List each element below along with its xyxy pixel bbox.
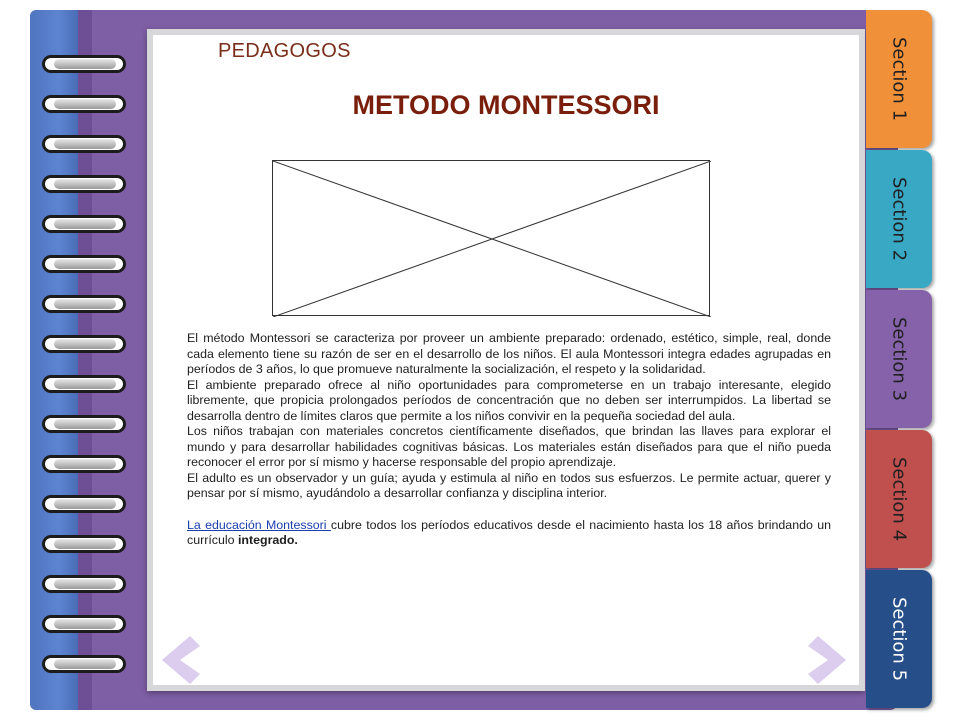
spiral-ring <box>40 292 130 316</box>
closing-text: cubre todos los períodos educativos desde el nacimiento hasta los 18 años brindando un currículo <box>187 517 831 547</box>
page-title: METODO MONTESSORI <box>352 90 660 120</box>
paragraph: El método Montessori se caracteriza por proveer un ambiente preparado: ordenado, estético, simple, real, donde cada elemento tiene su razón de ser en el desarrollo de los niños. El aula Montessori integra edades agrupadas en períodos de 3 años, lo que promueve naturalmente la socialización, el respeto y la solidaridad. <box>187 331 831 376</box>
tab-section-5-label: Section 5 <box>888 596 910 682</box>
spiral-ring <box>40 172 130 196</box>
spiral-ring <box>40 412 130 436</box>
tab-section-3[interactable] <box>866 290 932 428</box>
tab-section-4-label: Section 4 <box>888 456 910 542</box>
tab-section-5[interactable] <box>866 570 932 708</box>
chevron-right-icon[interactable] <box>800 632 856 688</box>
spiral-ring <box>40 372 130 396</box>
tab-section-2-label: Section 2 <box>888 176 910 262</box>
spiral-ring <box>40 132 130 156</box>
spiral-ring <box>40 652 130 676</box>
spiral-ring <box>40 532 130 556</box>
tab-section-2[interactable] <box>866 150 932 288</box>
closing-paragraph <box>187 518 831 549</box>
page-category-label: PEDAGOGOS <box>218 40 351 62</box>
spiral-ring <box>40 92 130 116</box>
paragraph: Los niños trabajan con materiales concretos científicamente diseñados, que brindan las llaves para explorar el mundo y para desarrollar habilidades cognitivas básicas. Los materiales están diseñados para que el niño pueda reconocer el error por sí mismo y hacerse responsable del propio aprendizaje. <box>187 424 831 469</box>
closing-bold-text: integrado. <box>237 533 298 547</box>
image-placeholder <box>272 160 710 316</box>
spiral-ring <box>40 612 130 636</box>
broken-image-icon <box>273 161 711 317</box>
spiral-ring <box>40 212 130 236</box>
tab-section-3-label: Section 3 <box>888 316 910 402</box>
tab-section-1-label: Section 1 <box>888 36 910 122</box>
tab-section-4[interactable] <box>866 430 932 568</box>
tab-section-1[interactable] <box>866 10 932 148</box>
paragraph: El ambiente preparado ofrece al niño oportunidades para comprometerse en un trabajo interesante, elegido libremente, que propicia prolongados períodos de concentración que no deben ser interrumpidos. La libertad se desarrolla dentro de límites claros que permite a los niños convivir en la pequeña sociedad del aula. <box>187 377 831 423</box>
spiral-ring <box>40 452 130 476</box>
spiral-ring <box>40 572 130 596</box>
spiral-ring <box>40 252 130 276</box>
chevron-left-icon[interactable] <box>152 632 208 688</box>
spiral-ring <box>40 492 130 516</box>
paragraph: El adulto es un observador y un guía; ayuda y estimula al niño en todos sus esfuerzos. Le permite actuar, querer y pensar por sí mismo, ayudándolo a desarrollar confianza y disciplina interior. <box>187 470 831 500</box>
spiral-ring <box>40 52 130 76</box>
montessori-education-link[interactable]: La educación Montessori <box>187 517 331 532</box>
article-body <box>187 331 831 549</box>
spiral-ring <box>40 332 130 356</box>
